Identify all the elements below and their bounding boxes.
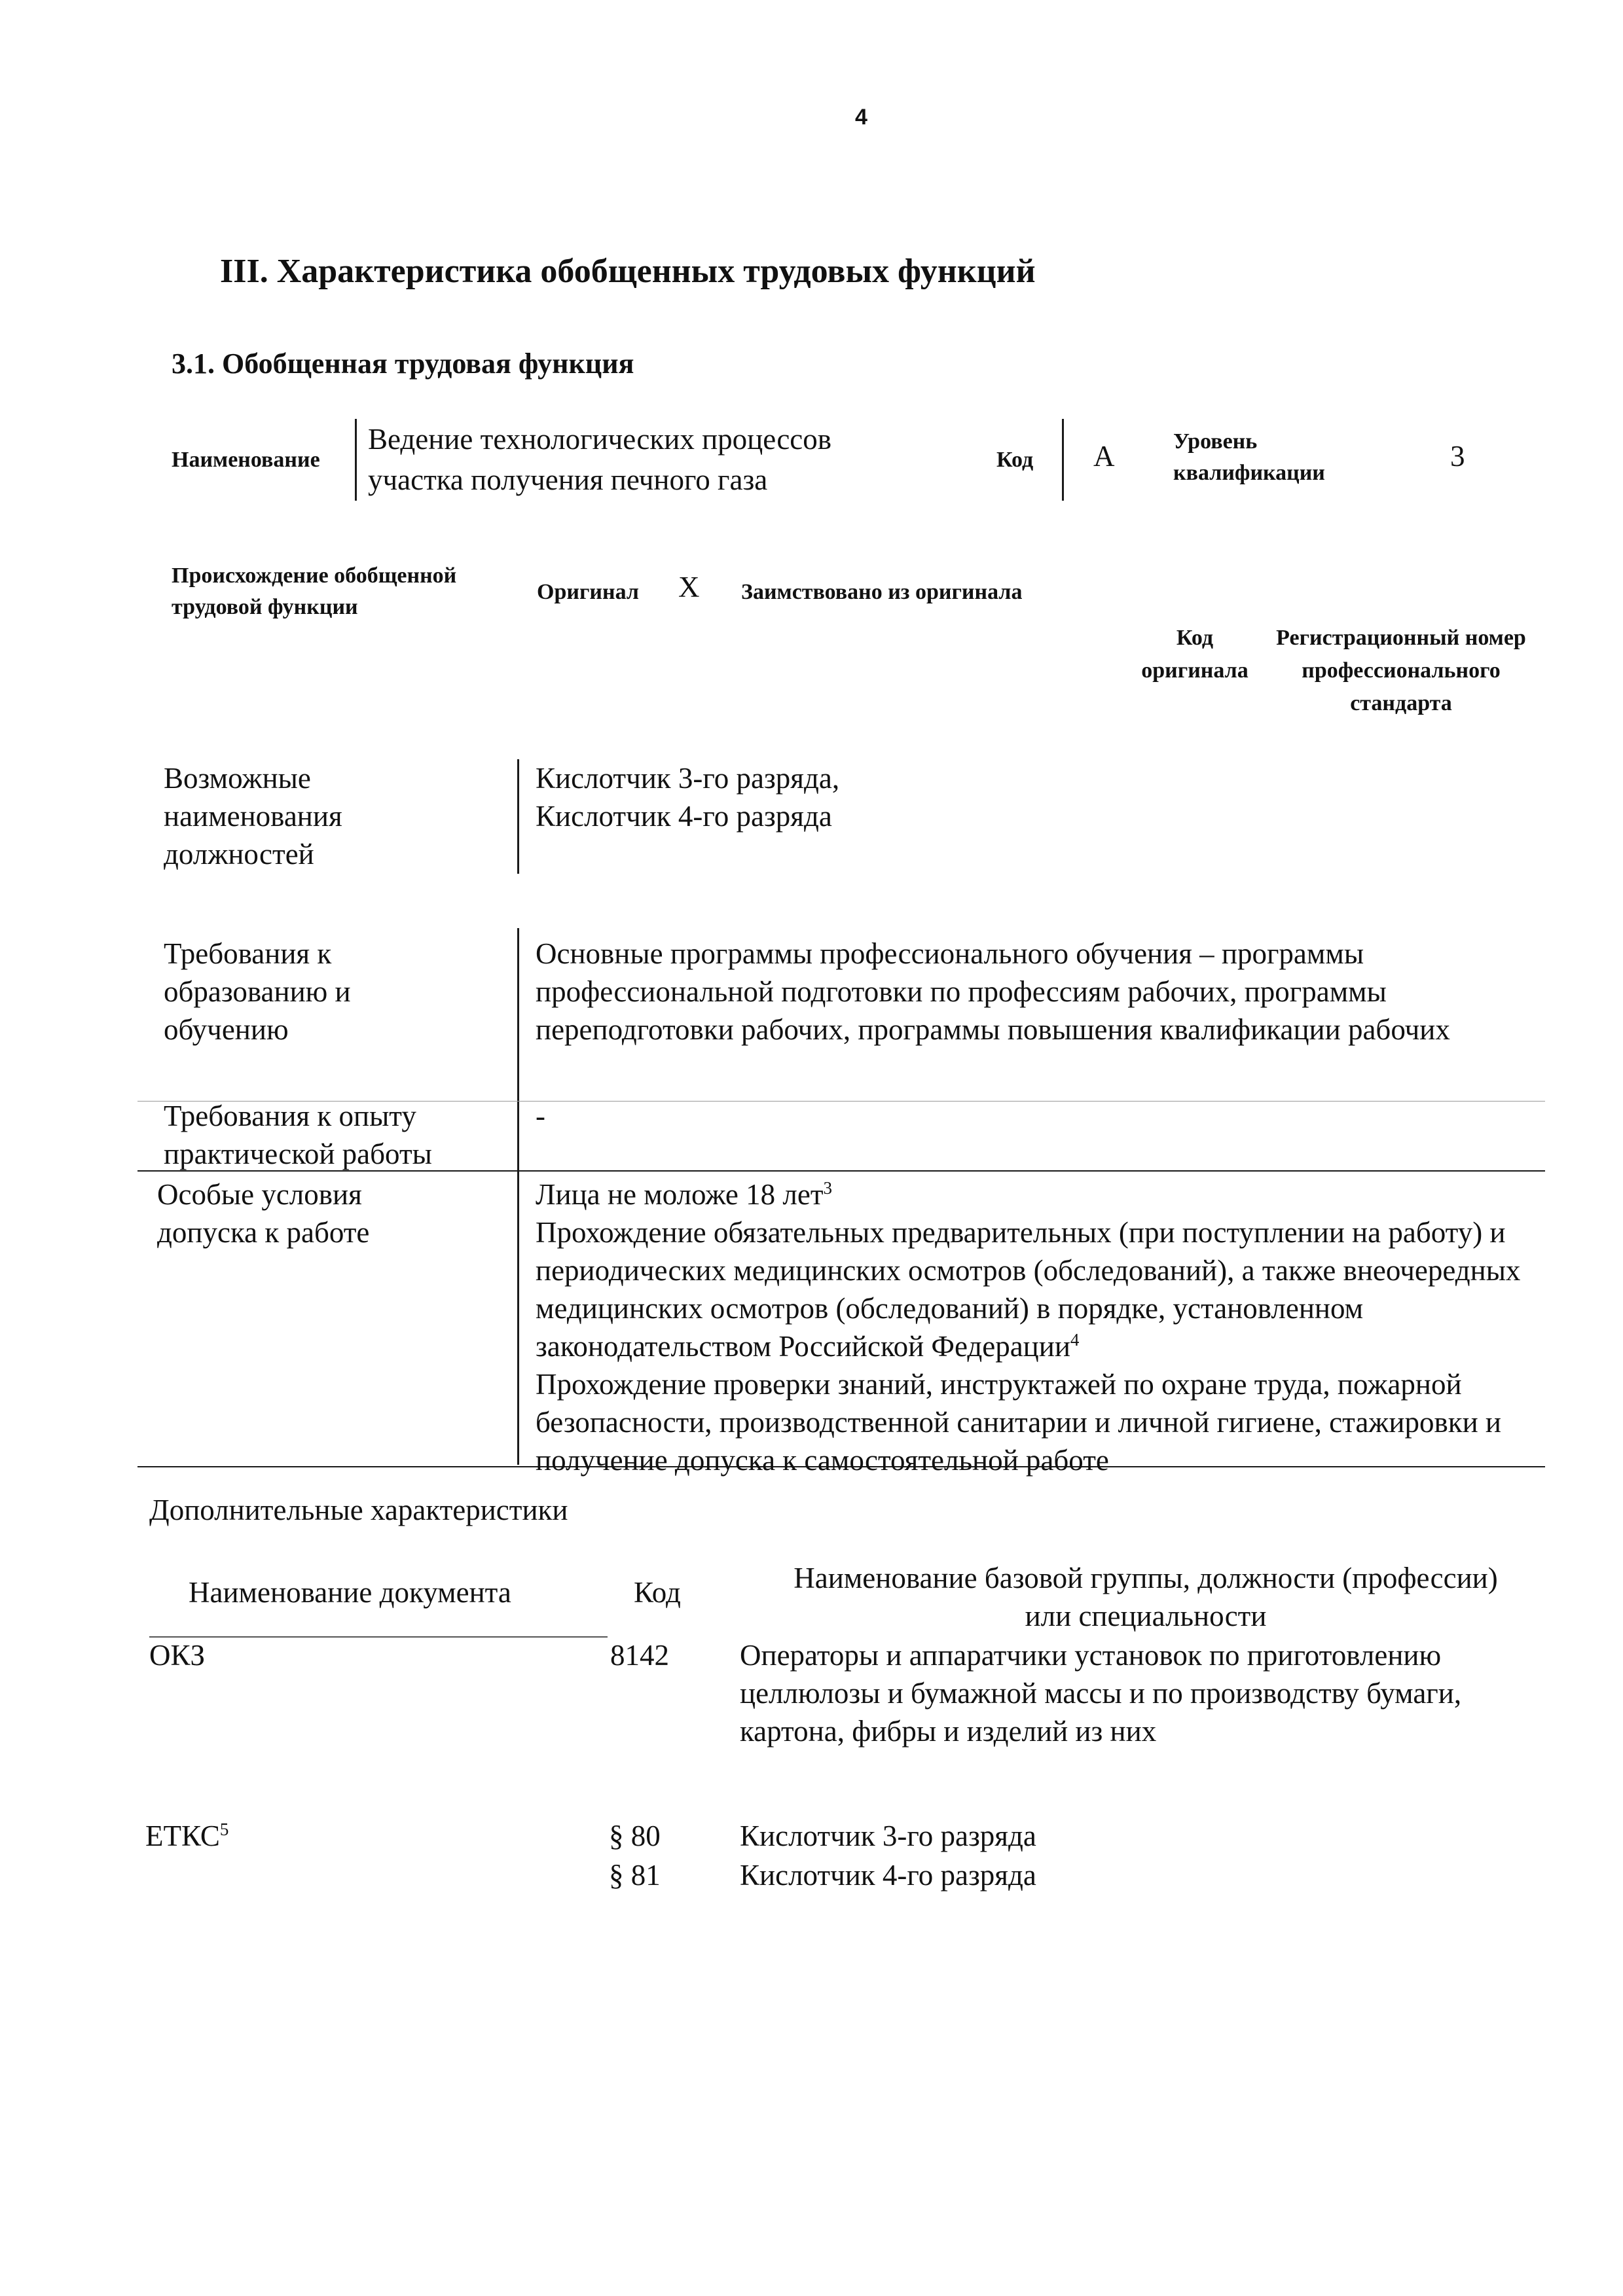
code-box-left-border bbox=[1062, 419, 1064, 501]
table-row-okz-doc: ОКЗ bbox=[149, 1639, 206, 1672]
name-box-left-border bbox=[355, 419, 357, 501]
code-original-line2: оригинала bbox=[1141, 658, 1249, 683]
positions-value-line1: Кислотчик 3-го разряда, bbox=[536, 762, 840, 795]
level-label-line2: квалификации bbox=[1173, 461, 1325, 485]
additional-title: Дополнительные характеристики bbox=[149, 1494, 568, 1526]
experience-value: - bbox=[536, 1100, 545, 1132]
header-underline bbox=[149, 1636, 608, 1638]
origin-label-line1: Происхождение обобщенной bbox=[172, 564, 457, 588]
reg-number-line2: профессионального bbox=[1302, 658, 1501, 683]
special-value-2: Прохождение обязательных предварительных (при поступлении на работу) и периодических медицинских осмотров (обследований), а также внеочередных медицинских осмотров (обследований) в порядке, установленном законодательством Российской Федерации$^4$ bbox=[536, 1216, 1521, 1363]
borrowed-label: Заимствовано из оригинала bbox=[741, 580, 1023, 604]
experience-label-line1: Требования к опыту bbox=[164, 1100, 416, 1132]
page-number: 4 bbox=[855, 105, 867, 130]
footnote-ref-4: 4 bbox=[1070, 1330, 1080, 1350]
special-label-line1: Особые условия bbox=[157, 1178, 362, 1211]
positions-label-line1: Возможные bbox=[164, 762, 311, 795]
special-value bbox=[536, 1175, 1544, 1479]
reg-number-line1: Регистрационный номер bbox=[1276, 626, 1526, 650]
education-label-line2: образованию и bbox=[164, 975, 351, 1008]
original-label: Оригинал bbox=[537, 580, 639, 604]
special-value-1: Лица не моложе 18 лет$^3$ bbox=[536, 1178, 832, 1211]
original-mark: X bbox=[678, 571, 700, 603]
subsection-title: 3.1. Обобщенная трудовая функция bbox=[172, 348, 634, 380]
special-value-3: Прохождение проверки знаний, инструктажей по охране труда, пожарной безопасности, производственной санитарии и личной гигиене, стажировки и получение допуска к самостоятельной работе bbox=[536, 1368, 1502, 1477]
positions-divider bbox=[517, 759, 519, 874]
reg-number-line3: стандарта bbox=[1350, 691, 1452, 715]
table-row-etks-81-name: Кислотчик 4-го разряда bbox=[740, 1859, 1036, 1892]
level-label-line1: Уровень bbox=[1173, 429, 1258, 454]
col-header-name-line1: Наименование базовой группы, должности (профессии) bbox=[793, 1562, 1498, 1594]
col-header-doc: Наименование документа bbox=[189, 1576, 511, 1609]
table-row-etks-81-code: § 81 bbox=[609, 1859, 661, 1892]
education-value: Основные программы профессионального обучения – программы профессиональной подготовки по профессиям рабочих, программы переподготовки рабочих, программы повышения квалификации рабочих bbox=[536, 937, 1450, 1046]
origin-label-line2: трудовой функции bbox=[172, 595, 358, 619]
requirements-divider bbox=[517, 928, 519, 1465]
table-row-etks-80-name: Кислотчик 3-го разряда bbox=[740, 1820, 1036, 1852]
footnote-ref-3: 3 bbox=[823, 1178, 832, 1198]
level-value: 3 bbox=[1450, 440, 1465, 473]
special-label-line2: допуска к работе bbox=[157, 1216, 370, 1249]
table-row-okz-name: Операторы и аппаратчики установок по приготовлению целлюлозы и бумажной массы и по производству бумаги, картона, фибры и изделий из них bbox=[740, 1639, 1462, 1748]
col-header-name-line2: или специальности bbox=[1025, 1600, 1267, 1632]
table-row-okz-code: 8142 bbox=[610, 1639, 669, 1672]
function-name-line1: Ведение технологических процессов bbox=[368, 423, 832, 456]
footnote-ref-5: 5 bbox=[219, 1820, 229, 1839]
code-original-line1: Код bbox=[1176, 626, 1214, 650]
code-label: Код bbox=[996, 448, 1034, 472]
positions-label-line2: наименования bbox=[164, 800, 342, 833]
positions-value-line2: Кислотчик 4-го разряда bbox=[536, 800, 832, 833]
code-value: А bbox=[1093, 440, 1115, 473]
education-label-line1: Требования к bbox=[164, 937, 332, 970]
col-header-code: Код bbox=[634, 1576, 681, 1609]
education-label-line3: обучению bbox=[164, 1013, 289, 1046]
table-row-etks-80-code: § 80 bbox=[609, 1820, 661, 1852]
function-name-line2: участка получения печного газа bbox=[368, 463, 768, 496]
positions-label-line3: должностей bbox=[164, 838, 314, 870]
section-title: III. Характеристика обобщенных трудовых функций bbox=[220, 253, 1036, 290]
name-label: Наименование bbox=[172, 448, 320, 472]
experience-label-line2: практической работы bbox=[164, 1138, 432, 1170]
table-row-etks-doc: ЕТКС$^5$ bbox=[145, 1820, 229, 1852]
